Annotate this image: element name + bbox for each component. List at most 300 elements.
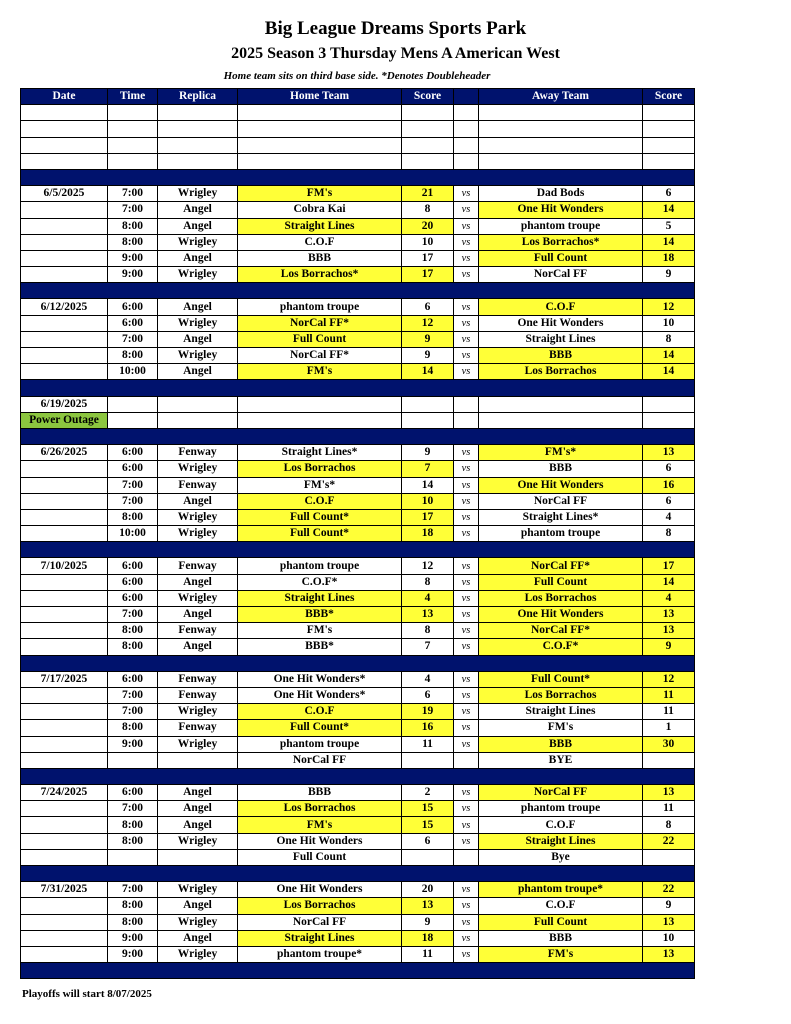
home-team-cell: FM's (238, 364, 402, 380)
game-row (21, 914, 695, 930)
home-score-cell: 2 (402, 785, 454, 801)
home-team-cell: One Hit Wonders (238, 833, 402, 849)
home-score-cell: 13 (402, 898, 454, 914)
time-cell: 8:00 (108, 720, 158, 736)
home-team-cell: NorCal FF* (238, 348, 402, 364)
home-score-cell: 9 (402, 445, 454, 461)
vs-cell: vs (454, 186, 479, 202)
separator-bar (21, 380, 695, 396)
replica-cell: Angel (158, 930, 238, 946)
time-cell (108, 752, 158, 768)
home-team-cell: Los Borrachos (238, 801, 402, 817)
game-row (21, 687, 695, 703)
time-cell: 9:00 (108, 250, 158, 266)
time-cell: 8:00 (108, 833, 158, 849)
away-score-cell: 10 (643, 315, 695, 331)
away-score-cell: 14 (643, 234, 695, 250)
vs-cell: vs (454, 607, 479, 623)
replica-cell: Wrigley (158, 461, 238, 477)
away-team-cell: phantom troupe (479, 801, 643, 817)
away-score-cell: 13 (643, 946, 695, 962)
away-score-cell: 12 (643, 671, 695, 687)
date-cell (21, 218, 108, 234)
time-cell: 9:00 (108, 267, 158, 283)
col-away-score: Score (643, 89, 695, 105)
away-team-cell: Full Count (479, 914, 643, 930)
replica-cell: Angel (158, 801, 238, 817)
game-row (21, 364, 695, 380)
away-score-cell: 13 (643, 445, 695, 461)
empty-cell (21, 121, 108, 137)
page-subtitle: 2025 Season 3 Thursday Mens A American West (231, 45, 560, 62)
empty-cell (454, 137, 479, 153)
home-score-cell: 4 (402, 590, 454, 606)
empty-cell (643, 396, 695, 412)
vs-cell: vs (454, 785, 479, 801)
empty-cell (158, 121, 238, 137)
time-cell: 6:00 (108, 590, 158, 606)
time-cell: 8:00 (108, 623, 158, 639)
replica-cell: Angel (158, 218, 238, 234)
empty-cell (108, 137, 158, 153)
empty-cell (238, 105, 402, 121)
away-score-cell: 17 (643, 558, 695, 574)
date-cell: 6/12/2025 (21, 299, 108, 315)
away-team-cell: NorCal FF* (479, 623, 643, 639)
home-team-cell: BBB* (238, 607, 402, 623)
home-score-cell: 12 (402, 315, 454, 331)
time-cell: 6:00 (108, 574, 158, 590)
game-row (21, 461, 695, 477)
away-score-cell: 13 (643, 607, 695, 623)
replica-cell: Wrigley (158, 186, 238, 202)
separator-bar (21, 768, 695, 784)
schedule-body (21, 105, 695, 979)
col-replica: Replica (158, 89, 238, 105)
date-cell (21, 493, 108, 509)
game-row (21, 607, 695, 623)
game-row (21, 493, 695, 509)
time-cell: 6:00 (108, 671, 158, 687)
date-cell (21, 202, 108, 218)
replica-cell: Angel (158, 250, 238, 266)
home-team-cell: Straight Lines (238, 590, 402, 606)
away-team-cell: C.O.F* (479, 639, 643, 655)
vs-cell: vs (454, 234, 479, 250)
empty-cell (479, 153, 643, 169)
empty-cell (479, 105, 643, 121)
date-cell (21, 704, 108, 720)
home-score-cell: 14 (402, 364, 454, 380)
away-team-cell: NorCal FF* (479, 558, 643, 574)
vs-cell: vs (454, 623, 479, 639)
home-score-cell: 17 (402, 509, 454, 525)
replica-cell: Fenway (158, 720, 238, 736)
away-team-cell: One Hit Wonders (479, 477, 643, 493)
game-row (21, 930, 695, 946)
replica-cell: Wrigley (158, 509, 238, 525)
away-team-cell: One Hit Wonders (479, 202, 643, 218)
replica-cell: Wrigley (158, 590, 238, 606)
away-score-cell: 12 (643, 299, 695, 315)
vs-cell: vs (454, 671, 479, 687)
week-separator (21, 866, 695, 882)
home-score-cell (402, 752, 454, 768)
game-row (21, 477, 695, 493)
game-row (21, 639, 695, 655)
date-cell: 6/19/2025 (21, 396, 108, 412)
game-row (21, 590, 695, 606)
time-cell: 6:00 (108, 299, 158, 315)
empty-cell (479, 137, 643, 153)
vs-cell: vs (454, 250, 479, 266)
away-score-cell: 6 (643, 186, 695, 202)
home-team-cell: Full Count* (238, 509, 402, 525)
away-team-cell: Los Borrachos (479, 590, 643, 606)
away-team-cell: C.O.F (479, 299, 643, 315)
vs-cell: vs (454, 218, 479, 234)
replica-cell: Angel (158, 364, 238, 380)
col-home-score: Score (402, 89, 454, 105)
away-score-cell: 13 (643, 914, 695, 930)
empty-cell (238, 137, 402, 153)
away-score-cell: 30 (643, 736, 695, 752)
empty-cell (21, 153, 108, 169)
away-team-cell: FM's (479, 720, 643, 736)
home-team-cell: NorCal FF (238, 752, 402, 768)
power-outage-label: Power Outage (21, 412, 108, 428)
game-row (21, 736, 695, 752)
home-score-cell: 11 (402, 736, 454, 752)
away-score-cell (643, 849, 695, 865)
date-cell (21, 526, 108, 542)
outage-date-row (21, 396, 695, 412)
home-score-cell: 7 (402, 639, 454, 655)
time-cell: 8:00 (108, 914, 158, 930)
game-row (21, 671, 695, 687)
empty-cell (643, 137, 695, 153)
empty-cell (238, 412, 402, 428)
date-cell (21, 736, 108, 752)
home-team-cell: C.O.F (238, 234, 402, 250)
home-score-cell: 4 (402, 671, 454, 687)
replica-cell: Angel (158, 493, 238, 509)
separator-bar (21, 428, 695, 444)
date-cell: 7/24/2025 (21, 785, 108, 801)
date-cell (21, 687, 108, 703)
home-team-cell: phantom troupe* (238, 946, 402, 962)
date-cell (21, 461, 108, 477)
empty-cell (108, 412, 158, 428)
away-score-cell: 11 (643, 801, 695, 817)
home-team-cell: phantom troupe (238, 299, 402, 315)
date-cell (21, 234, 108, 250)
separator-bar (21, 169, 695, 185)
empty-cell (454, 396, 479, 412)
vs-cell: vs (454, 445, 479, 461)
date-cell (21, 267, 108, 283)
home-team-cell: One Hit Wonders (238, 882, 402, 898)
away-team-cell: Los Borrachos* (479, 234, 643, 250)
date-cell (21, 331, 108, 347)
away-team-cell: Straight Lines (479, 331, 643, 347)
vs-cell: vs (454, 493, 479, 509)
schedule-table (20, 88, 695, 979)
home-score-cell: 18 (402, 930, 454, 946)
vs-cell: vs (454, 331, 479, 347)
game-row (21, 509, 695, 525)
home-team-cell: phantom troupe (238, 558, 402, 574)
time-cell: 8:00 (108, 218, 158, 234)
away-score-cell: 18 (643, 250, 695, 266)
away-score-cell: 14 (643, 574, 695, 590)
home-score-cell: 10 (402, 493, 454, 509)
date-cell (21, 930, 108, 946)
empty-cell (479, 121, 643, 137)
time-cell: 8:00 (108, 348, 158, 364)
vs-cell: vs (454, 833, 479, 849)
replica-cell: Angel (158, 898, 238, 914)
replica-cell: Wrigley (158, 946, 238, 962)
empty-cell (108, 153, 158, 169)
away-score-cell: 6 (643, 493, 695, 509)
home-score-cell: 9 (402, 348, 454, 364)
date-cell (21, 364, 108, 380)
replica-cell: Angel (158, 785, 238, 801)
date-cell (21, 250, 108, 266)
empty-cell (158, 137, 238, 153)
game-row (21, 445, 695, 461)
game-row (21, 946, 695, 962)
home-team-cell: Full Count (238, 331, 402, 347)
away-score-cell: 11 (643, 704, 695, 720)
home-score-cell: 12 (402, 558, 454, 574)
home-team-cell: BBB (238, 785, 402, 801)
home-score-cell: 8 (402, 574, 454, 590)
empty-cell (238, 153, 402, 169)
col-away-team: Away Team (479, 89, 643, 105)
away-team-cell: Straight Lines (479, 833, 643, 849)
empty-cell (479, 412, 643, 428)
date-cell (21, 639, 108, 655)
vs-cell: vs (454, 202, 479, 218)
date-cell (21, 801, 108, 817)
week-separator (21, 283, 695, 299)
replica-cell (158, 752, 238, 768)
date-cell (21, 509, 108, 525)
replica-cell: Wrigley (158, 526, 238, 542)
time-cell: 9:00 (108, 736, 158, 752)
vs-cell: vs (454, 720, 479, 736)
replica-cell: Wrigley (158, 348, 238, 364)
away-score-cell: 9 (643, 898, 695, 914)
away-score-cell: 8 (643, 331, 695, 347)
page-title: Big League Dreams Sports Park (264, 18, 527, 39)
blank-row (21, 153, 695, 169)
away-score-cell: 16 (643, 477, 695, 493)
vs-cell: vs (454, 348, 479, 364)
col-home-team: Home Team (238, 89, 402, 105)
empty-cell (402, 396, 454, 412)
home-score-cell: 17 (402, 267, 454, 283)
time-cell (108, 849, 158, 865)
home-team-cell: BBB (238, 250, 402, 266)
game-row (21, 348, 695, 364)
empty-cell (108, 105, 158, 121)
vs-cell: vs (454, 574, 479, 590)
date-cell (21, 914, 108, 930)
home-score-cell: 8 (402, 202, 454, 218)
home-score-cell: 18 (402, 526, 454, 542)
time-cell: 7:00 (108, 882, 158, 898)
replica-cell: Angel (158, 607, 238, 623)
home-score-cell: 8 (402, 623, 454, 639)
away-score-cell: 6 (643, 461, 695, 477)
replica-cell: Fenway (158, 445, 238, 461)
time-cell: 7:00 (108, 687, 158, 703)
empty-cell (643, 412, 695, 428)
home-score-cell: 16 (402, 720, 454, 736)
away-team-cell: BBB (479, 930, 643, 946)
replica-cell: Fenway (158, 687, 238, 703)
date-cell (21, 574, 108, 590)
home-score-cell: 19 (402, 704, 454, 720)
home-score-cell: 20 (402, 882, 454, 898)
date-cell (21, 315, 108, 331)
empty-cell (402, 153, 454, 169)
away-team-cell: Straight Lines* (479, 509, 643, 525)
away-score-cell: 14 (643, 364, 695, 380)
away-score-cell: 8 (643, 526, 695, 542)
away-score-cell: 22 (643, 833, 695, 849)
home-score-cell: 6 (402, 299, 454, 315)
replica-cell: Wrigley (158, 914, 238, 930)
replica-cell: Wrigley (158, 882, 238, 898)
away-score-cell (643, 752, 695, 768)
time-cell: 7:00 (108, 801, 158, 817)
away-team-cell: Straight Lines (479, 704, 643, 720)
home-score-cell: 17 (402, 250, 454, 266)
replica-cell: Wrigley (158, 234, 238, 250)
game-row (21, 234, 695, 250)
away-team-cell: Full Count* (479, 671, 643, 687)
time-cell: 6:00 (108, 558, 158, 574)
time-cell: 6:00 (108, 315, 158, 331)
home-team-cell: Full Count (238, 849, 402, 865)
replica-cell: Wrigley (158, 736, 238, 752)
away-score-cell: 14 (643, 348, 695, 364)
home-score-cell: 13 (402, 607, 454, 623)
header-row (21, 89, 695, 105)
empty-cell (402, 105, 454, 121)
away-team-cell: phantom troupe (479, 218, 643, 234)
game-row (21, 526, 695, 542)
away-score-cell: 5 (643, 218, 695, 234)
replica-cell: Fenway (158, 477, 238, 493)
date-cell (21, 817, 108, 833)
away-team-cell: Los Borrachos (479, 364, 643, 380)
footer-note: Playoffs will start 8/07/2025 (22, 988, 152, 1000)
empty-cell (108, 121, 158, 137)
away-team-cell: Dad Bods (479, 186, 643, 202)
home-team-cell: FM's* (238, 477, 402, 493)
col-date: Date (21, 89, 108, 105)
replica-cell: Wrigley (158, 267, 238, 283)
home-score-cell: 15 (402, 817, 454, 833)
away-team-cell: Los Borrachos (479, 687, 643, 703)
game-row (21, 801, 695, 817)
empty-cell (158, 105, 238, 121)
vs-cell: vs (454, 930, 479, 946)
blank-row (21, 121, 695, 137)
time-cell: 10:00 (108, 526, 158, 542)
game-row (21, 574, 695, 590)
date-cell: 7/17/2025 (21, 671, 108, 687)
away-score-cell: 9 (643, 267, 695, 283)
home-team-cell: Cobra Kai (238, 202, 402, 218)
col-time: Time (108, 89, 158, 105)
empty-cell (238, 121, 402, 137)
empty-cell (402, 137, 454, 153)
replica-cell: Fenway (158, 671, 238, 687)
game-row (21, 202, 695, 218)
vs-cell: vs (454, 914, 479, 930)
game-row (21, 186, 695, 202)
away-score-cell: 11 (643, 687, 695, 703)
empty-cell (454, 153, 479, 169)
game-row (21, 898, 695, 914)
game-row (21, 882, 695, 898)
page-note: Home team sits on third base side. *Denotes Doubleheader (223, 70, 491, 82)
time-cell: 8:00 (108, 234, 158, 250)
week-separator (21, 655, 695, 671)
vs-cell: vs (454, 526, 479, 542)
empty-cell (454, 105, 479, 121)
away-score-cell: 13 (643, 623, 695, 639)
home-team-cell: NorCal FF* (238, 315, 402, 331)
date-cell: 6/5/2025 (21, 186, 108, 202)
vs-cell: vs (454, 801, 479, 817)
empty-cell (158, 412, 238, 428)
vs-cell: vs (454, 267, 479, 283)
time-cell: 10:00 (108, 364, 158, 380)
away-team-cell: BBB (479, 736, 643, 752)
home-team-cell: FM's (238, 186, 402, 202)
away-team-cell: C.O.F (479, 898, 643, 914)
away-score-cell: 1 (643, 720, 695, 736)
empty-cell (643, 105, 695, 121)
away-team-cell: Full Count (479, 574, 643, 590)
replica-cell: Wrigley (158, 315, 238, 331)
empty-cell (158, 396, 238, 412)
home-score-cell: 15 (402, 801, 454, 817)
away-team-cell: C.O.F (479, 817, 643, 833)
vs-cell: vs (454, 477, 479, 493)
vs-cell: vs (454, 509, 479, 525)
outage-row (21, 412, 695, 428)
vs-cell: vs (454, 882, 479, 898)
time-cell: 8:00 (108, 639, 158, 655)
away-score-cell: 10 (643, 930, 695, 946)
time-cell: 7:00 (108, 186, 158, 202)
date-cell (21, 833, 108, 849)
vs-cell: vs (454, 817, 479, 833)
game-row (21, 250, 695, 266)
home-score-cell: 9 (402, 914, 454, 930)
home-team-cell: phantom troupe (238, 736, 402, 752)
away-score-cell: 8 (643, 817, 695, 833)
away-team-cell: NorCal FF (479, 785, 643, 801)
